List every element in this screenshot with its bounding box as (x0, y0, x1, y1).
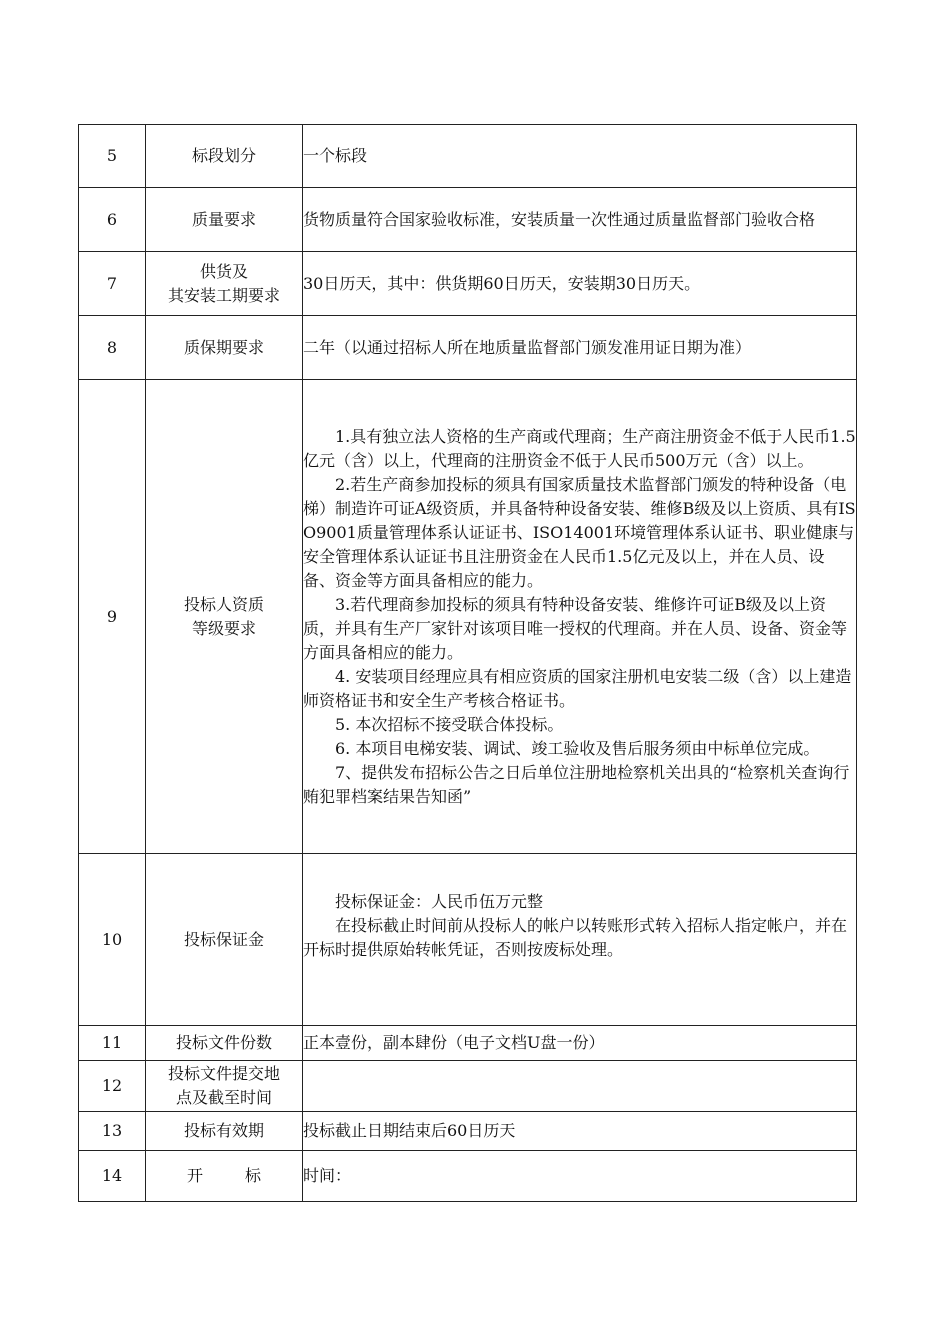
row-item (146, 380, 303, 854)
row-item-label: 标 (245, 1166, 262, 1185)
table-row (79, 188, 857, 252)
row-content (303, 252, 857, 316)
row-number: 5 (79, 125, 146, 188)
row-number: 12 (79, 1061, 146, 1112)
content-line: 二年（以通过招标人所在地质量监督部门颁发准用证日期为准） (303, 337, 752, 357)
row-item-label: 质保期要求 (183, 337, 264, 357)
table-row (79, 125, 857, 188)
row-item (146, 125, 303, 188)
row-item-label: 投标人资质 (183, 594, 264, 614)
row-item-label: 投标有效期 (183, 1121, 264, 1140)
row-item-label: 标段划分 (191, 146, 256, 165)
row-item (146, 1151, 303, 1202)
content-paragraph: 6. 本项目电梯安装、调试、竣工验收及售后服务须由中标单位完成。 (335, 738, 820, 758)
row-content (303, 1151, 857, 1202)
row-item (146, 1026, 303, 1061)
row-item-label: 点及截至时间 (175, 1088, 272, 1107)
row-content (303, 1026, 857, 1061)
table-row (79, 252, 857, 316)
tender-spec-table (78, 124, 857, 1202)
content-paragraph: 5. 本次招标不接受联合体投标。 (335, 714, 564, 734)
row-content (303, 854, 857, 1026)
row-content (303, 188, 857, 252)
content-paragraph: 在投标截止时间前从投标人的帐户以转账形式转入招标人指定帐户，并在开标时提供原始转帐凭证，否则按废标处理。 (303, 916, 848, 959)
content-paragraph: 2.若生产商参加投标的须具有国家质量技术监督部门颁发的特种设备（电梯）制造许可证A级资质，并具备特种设备安装、维修B级及以上资质、具有ISO9001质量管理体系认证证书、ISO14001环境管理体系认证书、职业健康与安全管理体系认证证书且注册资金在人民币1.5亿元及以上，并在人员、设备、资金等方面具备相应的能力。 (303, 474, 856, 590)
row-item (146, 188, 303, 252)
row-number: 13 (79, 1112, 146, 1151)
content-line: 正本壹份，副本肆份（电子文档U盘一份） (303, 1033, 605, 1052)
row-content (303, 1061, 857, 1112)
row-item-label: 等级要求 (191, 618, 256, 638)
row-item (146, 1112, 303, 1151)
row-item-label: 投标文件份数 (175, 1033, 272, 1052)
row-number: 8 (79, 316, 146, 380)
table-row (79, 1026, 857, 1061)
row-item-label: 其安装工期要求 (167, 285, 280, 305)
row-item-label: 投标文件提交地 (167, 1064, 280, 1083)
row-item (146, 252, 303, 316)
table-row (79, 1151, 857, 1202)
table-row (79, 316, 857, 380)
row-content (303, 316, 857, 380)
table-row (79, 1061, 857, 1112)
row-number: 14 (79, 1151, 146, 1202)
content-line: 一个标段 (303, 146, 368, 165)
content-paragraph: 7、提供发布招标公告之日后单位注册地检察机关出具的“检察机关查询行贿犯罪档案结果告知函” (303, 762, 850, 806)
row-number: 9 (79, 380, 146, 854)
row-item (146, 854, 303, 1026)
row-number: 11 (79, 1026, 146, 1061)
table-row (79, 854, 857, 1026)
content-line: 货物质量符合国家验收标准，安装质量一次性通过质量监督部门验收合格 (303, 209, 816, 229)
content-paragraph: 3.若代理商参加投标的须具有特种设备安装、维修许可证B级及以上资质，并具有生产厂家针对该项目唯一授权的代理商。并在人员、设备、资金等方面具备相应的能力。 (303, 594, 848, 662)
row-item-label: 供货及 (199, 261, 248, 281)
table-row (79, 380, 857, 854)
row-item (146, 316, 303, 380)
content-line: 时间： (303, 1166, 352, 1185)
content-line: 投标截止日期结束后60日历天 (303, 1121, 516, 1140)
row-content (303, 380, 857, 854)
content-paragraph: 4. 安装项目经理应具有相应资质的国家注册机电安装二级（含）以上建造师资格证书和安全生产考核合格证书。 (303, 666, 852, 710)
content-line: 30日历天，其中：供货期60日历天，安装期30日历天。 (303, 273, 701, 293)
row-number: 10 (79, 854, 146, 1026)
row-item-label: 投标保证金 (183, 929, 264, 949)
content-paragraph: 投标保证金：人民币伍万元整 (335, 892, 544, 911)
row-item-label: 开 (186, 1166, 203, 1185)
row-content (303, 125, 857, 188)
row-item-label: 质量要求 (191, 209, 256, 229)
row-number: 6 (79, 188, 146, 252)
table-row (79, 1112, 857, 1151)
row-number: 7 (79, 252, 146, 316)
row-content (303, 1112, 857, 1151)
row-item (146, 1061, 303, 1112)
content-paragraph: 1.具有独立法人资格的生产商或代理商；生产商注册资金不低于人民币1.5亿元（含）以上，代理商的注册资金不低于人民币500万元（含）以上。 (303, 426, 856, 470)
